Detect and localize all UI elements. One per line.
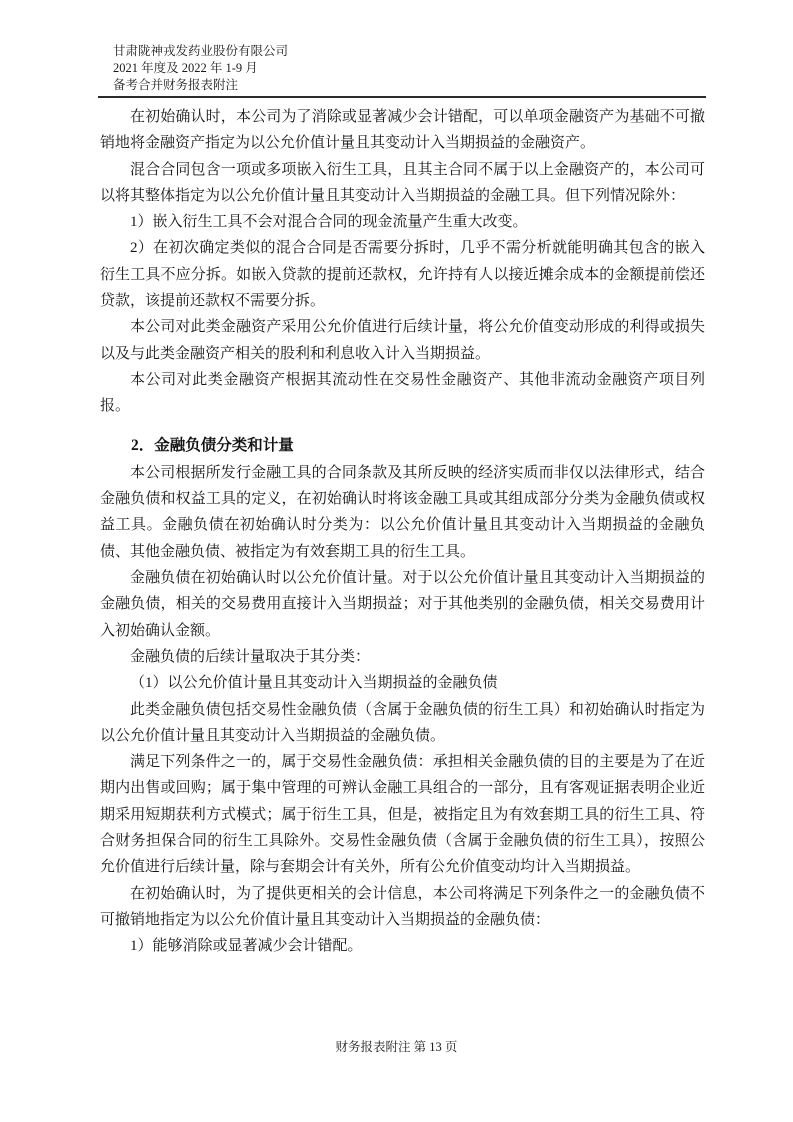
paragraph-liability-classification: 本公司根据所发行金融工具的合同条款及其所反映的经济实质而非仅以法律形式，结合金融负债和权益工具的定义，在初始确认时将该金融工具或其组成部分分类为金融负债或权益工具。金融负债在初始确认时分类为：以公允价值计量且其变动计入当期损益的金融负债、其他金融负债、被指定为有效套期工具的衍生工具。 <box>100 464 705 560</box>
list-item-embedded-derivative-2: 2）在初次确定类似的混合合同是否需要分拆时，几乎不需分析就能明确其包含的嵌入衍生工具不应分拆。如嵌入贷款的提前还款权，允许持有人以接近摊余成本的金额提前偿还贷款，该提前还款权不需要分拆。 <box>100 240 705 310</box>
footer-page-label: 财务报表附注 第 13 页 <box>335 1040 458 1054</box>
paragraph-subsequent-measurement: 本公司对此类金融资产采用公允价值进行后续计量，将公允价值变动形成的利得或损失以及与此类金融资产相关的股利和利息收入计入当期损益。 <box>100 319 705 362</box>
section-heading-financial-liabilities: 2．金融负债分类和计量 <box>131 436 294 454</box>
paragraph-presentation: 本公司对此类金融资产根据其流动性在交易性金融资产、其他非流动金融资产项目列报。 <box>100 371 705 415</box>
paragraph-initial-fair-value: 金融负债在初始确认时以公允价值计量。对于以公允价值计量且其变动计入当期损益的金融负债，相关的交易费用直接计入当期损益；对于其他类别的金融负债，相关交易费用计入初始确认金额。 <box>100 570 705 639</box>
paragraph-initial-recognition: 在初始确认时，本公司为了消除或显著减少会计错配，可以单项金融资产为基础不可撤销地将金融资产指定为以公允价值计量且其变动计入当期损益的金融资产。 <box>100 109 705 152</box>
document-body <box>100 104 705 960</box>
paragraph-fvtpl-scope: 此类金融负债包括交易性金融负债（含属于金融负债的衍生工具）和初始确认时指定为以公允价值计量且其变动计入当期损益的金融负债。 <box>100 701 705 744</box>
header-report-period: 2021 年度及 2022 年 1-9 月 <box>113 61 258 75</box>
header-company-name: 甘肃陇神戎发药业股份有限公司 <box>113 44 289 58</box>
paragraph-hybrid-contract: 混合合同包含一项或多项嵌入衍生工具，且其主合同不属于以上金融资产的，本公司可以将其整体指定为以公允价值计量且其变动计入当期损益的金融工具。但下列情况除外： <box>100 161 705 204</box>
paragraph-trading-liability-conditions: 满足下列条件之一的，属于交易性金融负债：承担相关金融负债的目的主要是为了在近期内出售或回购；属于集中管理的可辨认金融工具组合的一部分，且有客观证据表明企业近期采用短期获利方式模式；属于衍生工具，但是，被指定且为有效套期工具的衍生工具、符合财务担保合同的衍生工具除外。交易性金融负债（含属于金融负债的衍生工具），按照公允价值进行后续计量，除与套期会计有关外，所有公允价值变动均计入当期损益。 <box>100 754 705 876</box>
list-item-embedded-derivative-1: 1）嵌入衍生工具不会对混合合同的现金流量产生重大改变。 <box>130 214 528 231</box>
paragraph-irrevocable-designation: 在初始确认时，为了提供更相关的会计信息，本公司将满足下列条件之一的金融负债不可撤销地指定为以公允价值计量且其变动计入当期损益的金融负债： <box>100 885 705 928</box>
subheading-fvtpl-liabilities: （1）以公允价值计量且其变动计入当期损益的金融负债 <box>130 675 498 692</box>
paragraph-subsequent-depends: 金融负债的后续计量取决于其分类： <box>130 648 371 665</box>
list-item-eliminate-mismatch: 1）能够消除或显著减少会计错配。 <box>130 938 363 955</box>
page-header <box>113 43 288 94</box>
header-doc-title: 备考合并财务报表附注 <box>113 78 239 92</box>
header-divider-rule <box>98 96 706 98</box>
page-footer <box>0 1037 793 1055</box>
